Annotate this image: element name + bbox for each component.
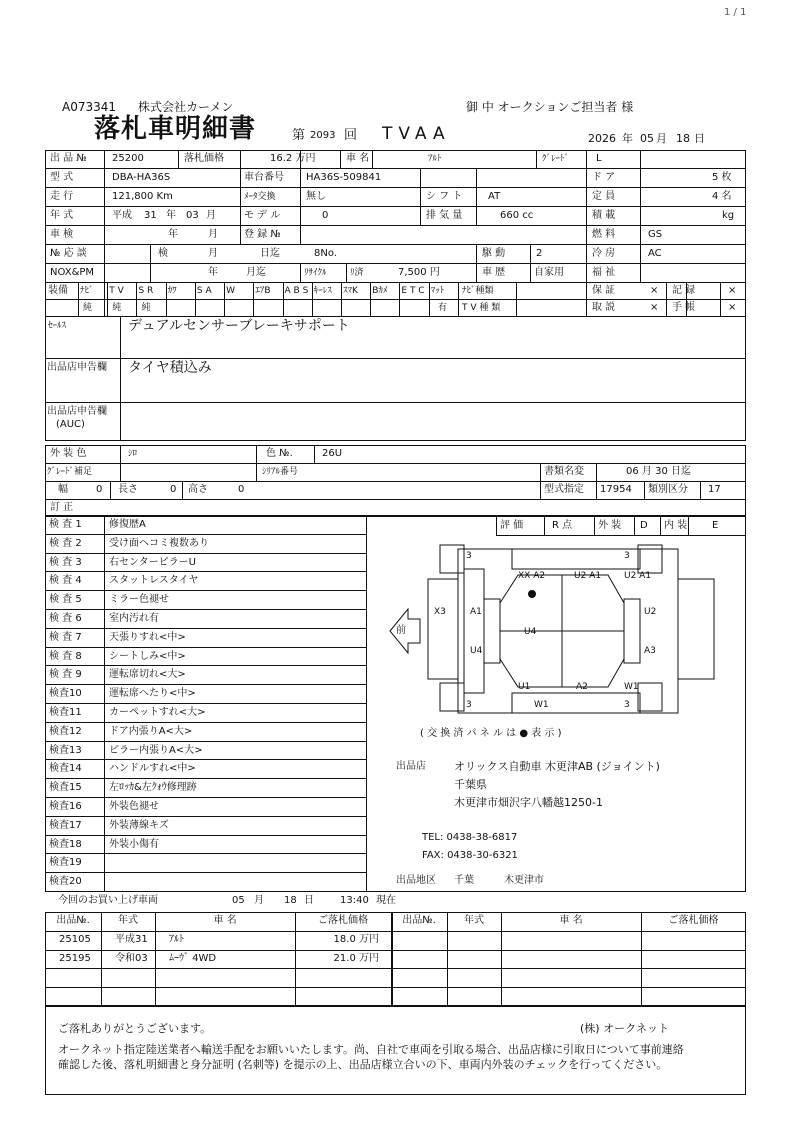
equipment-grid: [78, 282, 458, 317]
equipment-cell: [253, 282, 282, 317]
inspection-label: 検 査 9: [49, 669, 82, 681]
mark-10: U4: [470, 646, 483, 656]
lbl-number-consult: № 応 談: [50, 248, 87, 259]
inspection-text: 修復歴A: [109, 519, 146, 530]
footer-note-2: 確認した後、落札明細書と身分証明 (名刺等) を提示の上、出品店様立合いの下、車両内外装のチェックを行ってください。: [58, 1058, 668, 1071]
page-number: 1 / 1: [724, 7, 747, 18]
manual: ×: [650, 302, 659, 313]
inspection-text: シートしみ<中>: [109, 650, 186, 662]
lbl-inspection: 車 検: [50, 229, 74, 240]
equipment-label: ｴｱB: [255, 286, 271, 296]
lbl-type-spec: 型式指定: [544, 484, 584, 495]
lbl-exterior: 外 装: [598, 520, 622, 531]
history: 自家用: [534, 267, 564, 278]
front-bumper: [428, 579, 458, 679]
rear-bumper: [678, 579, 714, 679]
seller-tel: TEL: 0438-38-6817: [422, 832, 518, 843]
lbl-modelno: モ デ ル: [244, 210, 281, 221]
lbl-manual: 取 説: [592, 302, 616, 313]
mark-8: U2: [644, 607, 657, 617]
purchases-time-suffix: 現在: [376, 895, 396, 906]
lbl-aircon: 冷 房: [592, 248, 616, 259]
recycle-status: ﾘ済: [350, 268, 364, 278]
mark-4: U2 A1: [574, 571, 602, 581]
lbl-nox: NOX&PM: [50, 267, 95, 278]
date-day: 18: [676, 132, 690, 145]
session-suffix: 回: [344, 128, 358, 143]
equipment-label: S A: [196, 286, 212, 296]
lot-number: 25200: [112, 153, 144, 164]
inspection-label: 検査12: [49, 725, 82, 737]
equipment-type: 純: [141, 303, 151, 313]
exterior-grade: D: [640, 520, 648, 531]
load-unit: kg: [722, 210, 735, 221]
declaration-box: [45, 316, 746, 441]
warranty: ×: [650, 285, 659, 296]
equipment-cell: [341, 282, 370, 317]
interior-grade: E: [712, 520, 719, 531]
shift: AT: [488, 191, 501, 202]
doc-change: 06 月 30 日迄: [626, 466, 691, 477]
purchases-cell: ｱﾙﾄ: [169, 933, 184, 945]
lbl-capacity: 定 員: [592, 191, 616, 202]
purchases-column-header: 出品№.: [402, 915, 436, 926]
lbl-history: 車 歴: [482, 267, 506, 278]
height-value: 0: [238, 484, 245, 495]
inspection-text: ドア内張りA<大>: [109, 725, 193, 737]
mark-7: A1: [470, 607, 482, 617]
inspection-row: [45, 723, 366, 742]
seller-prefecture: 千葉県: [454, 778, 487, 791]
windshield: [484, 599, 500, 663]
lbl-navi-type: ﾅﾋﾞ種類: [462, 286, 494, 296]
mark-14: W1: [624, 682, 639, 692]
length-value: 0: [170, 484, 177, 495]
notebook: ×: [728, 302, 737, 313]
company-name: 株式会社カーメン: [138, 100, 234, 114]
inspection-label: 検 査 7: [49, 631, 82, 643]
venue-name: TVAA: [382, 124, 451, 144]
equipment-label: W: [226, 286, 235, 296]
mark-13: A2: [576, 682, 588, 692]
lbl-drive: 駆 動: [482, 248, 506, 259]
inspection-row: [45, 535, 366, 554]
equipment-label: ﾅﾋﾞ: [80, 286, 94, 296]
inspection-label: 検査20: [49, 876, 82, 888]
equipment-cell: [166, 282, 195, 317]
inspection-year: 年: [168, 229, 178, 240]
purchases-time: 13:40: [340, 895, 369, 906]
sales-point: デュアルセンサーブレーキサポート: [128, 318, 350, 334]
ns-day: 日迄: [260, 248, 280, 259]
lbl-declaration-auc: 出品店申告欄: [47, 406, 107, 417]
purchases-cell: 平成31: [115, 933, 148, 945]
hood: [464, 569, 484, 693]
mark-1: 3: [466, 551, 472, 561]
lbl-recycle: ﾘｻｲｸﾙ: [304, 268, 327, 278]
mark-15: 3: [466, 700, 472, 710]
footer-company: (株) オークネット: [580, 1022, 669, 1035]
equipment-cell: [370, 282, 399, 317]
inspection-text: ミラー色褪せ: [109, 594, 169, 606]
front-label: 前: [396, 625, 406, 636]
lbl-area: 出品地区: [396, 875, 436, 886]
inspection-row: [45, 591, 366, 610]
equipment-label: ｷｰﾚｽ: [313, 286, 332, 296]
lbl-warranty: 保 証: [592, 285, 616, 296]
right-side-panels: [512, 693, 640, 713]
score: R 点: [552, 520, 573, 531]
lbl-equipment: 装備: [48, 285, 68, 296]
type-spec: 17954: [600, 484, 632, 495]
model-number: 0: [322, 210, 329, 221]
inspection-label: 検 査 2: [49, 537, 82, 549]
purchases-column-header: 年式: [464, 915, 484, 926]
footer-thanks: ご落札ありがとうございます。: [58, 1022, 212, 1035]
area-prefecture: 千葉: [454, 875, 474, 886]
doc-code: A073341: [62, 100, 117, 114]
lbl-load: 積 載: [592, 210, 616, 221]
inspection-row: [45, 516, 366, 535]
purchases-column-header: 車 名: [559, 915, 583, 926]
car-damage-diagram: [388, 543, 728, 723]
mark-2: 3: [624, 551, 630, 561]
mark-17: 3: [624, 700, 630, 710]
purchases-day-unit: 日: [304, 895, 314, 906]
purchases-cell: 25195: [59, 952, 91, 964]
year-era: 平成: [112, 210, 132, 221]
drive: 2: [536, 248, 543, 259]
inspection-row: [45, 648, 366, 667]
grade: L: [596, 153, 602, 164]
purchases-cell: 18.0 万円: [333, 933, 379, 945]
mark-9: U4: [524, 627, 537, 637]
lbl-model: 型 式: [50, 172, 74, 183]
lbl-width: 幅: [58, 484, 68, 495]
inspection-row: [45, 817, 366, 836]
inspection-row: [45, 572, 366, 591]
equipment-label: E T C: [401, 286, 425, 296]
purchases-month: 05: [232, 895, 245, 906]
inspection-text: カーペットすれ<大>: [109, 706, 206, 718]
inspection-text: 外装薄線キズ: [109, 819, 169, 831]
displacement: 660 cc: [500, 210, 534, 221]
ns-8no: 8No.: [314, 248, 337, 259]
inspection-text: 受け面ヘコミ複数あり: [109, 537, 209, 549]
inspection-label: 検査11: [49, 706, 82, 718]
year-number: 31: [144, 210, 157, 221]
rear-window: [624, 599, 640, 663]
inspection-text: 右センターピラーU: [109, 556, 196, 568]
lbl-tv-type: T V 種 類: [462, 303, 501, 313]
date-month: 05: [640, 132, 654, 145]
inspection-row: [45, 685, 366, 704]
ns-ken: 検: [158, 248, 168, 259]
purchases-cell: 25105: [59, 933, 91, 945]
equipment-type: 純: [112, 303, 122, 313]
lbl-correction: 訂 正: [50, 502, 74, 513]
equipment-cell: [224, 282, 253, 317]
inspection-text: スタットレスタイヤ: [109, 575, 199, 587]
inspection-label: 検査13: [49, 744, 82, 756]
purchases-column-header: 出品№.: [56, 915, 90, 926]
footer-note-1: オークネット指定陸送業者へ輸送手配をお願いいたします。尚、自社で車両を引取る場合、出品店様に引取日について事前連絡: [58, 1043, 684, 1056]
inspection-month: 月: [208, 229, 218, 240]
lbl-year: 年 式: [50, 210, 74, 221]
wheel-front-right: [440, 683, 464, 711]
lbl-declaration: 出品店申告欄: [47, 362, 107, 373]
purchases-grid: [45, 912, 746, 1006]
equipment-cell: [195, 282, 224, 317]
inspection-text: 左ﾛｯｶ&左ｸｫｳ修理跡: [109, 782, 197, 794]
lbl-shift: シ フ ト: [426, 191, 463, 202]
inspection-text: 外装色褪せ: [109, 800, 159, 812]
inspection-text: ハンドルすれ<中>: [109, 763, 196, 775]
wheel-rear-right: [638, 683, 662, 711]
replaced-panel-dot: [528, 590, 536, 598]
inspection-label: 検 査 1: [49, 519, 82, 530]
lbl-auc: (AUC): [56, 419, 85, 430]
capacity: 4 名: [712, 191, 732, 202]
inspection-text: 天張りすれ<中>: [109, 631, 186, 643]
purchases-cell: 令和03: [115, 952, 148, 964]
session-prefix: 第: [292, 128, 306, 143]
year-nen: 年: [166, 210, 176, 221]
year-tsuki: 月: [206, 210, 216, 221]
inspection-text: ピラー内張りA<大>: [109, 744, 203, 756]
purchases-heading: 今回のお買い上げ車両: [58, 895, 158, 906]
meter-exchange: 無し: [306, 191, 326, 202]
lbl-registration: 登 録 №: [244, 229, 281, 240]
lbl-mileage: 走 行: [50, 191, 74, 202]
inspection-row: [45, 704, 366, 723]
date-year: 2026: [588, 132, 616, 145]
page-title: 落札車明細書: [94, 114, 257, 144]
recipient: 御 中 オークションご担当者 様: [466, 100, 634, 114]
record: ×: [728, 285, 737, 296]
equipment-label: T V: [109, 286, 124, 296]
door-count: 5 枚: [712, 172, 732, 183]
model-code: DBA-HA36S: [112, 172, 171, 183]
equipment-cell: [283, 282, 312, 317]
color-no: 26U: [322, 448, 343, 459]
purchases-column-header: ご落札価格: [318, 915, 368, 926]
purchases-cell: 21.0 万円: [333, 952, 379, 964]
purchases-column-header: ご落札価格: [668, 915, 719, 926]
inspection-label: 検 査 6: [49, 612, 82, 624]
inspection-label: 検査18: [49, 838, 82, 850]
date-month-unit: 月: [656, 132, 667, 145]
lbl-welfare: 福 祉: [592, 267, 616, 278]
lbl-record: 記 録: [672, 285, 696, 296]
seller-store: オリックス自動車 木更津AB (ジョイント): [454, 760, 660, 773]
seller-address: 木更津市畑沢字八幡越1250-1: [454, 796, 603, 809]
inspection-label: 検査15: [49, 782, 82, 794]
inspection-label: 検査19: [49, 857, 82, 869]
lbl-interior: 内 装: [664, 520, 688, 531]
chassis-number: HA36S-509841: [306, 172, 382, 183]
equipment-cell: [312, 282, 341, 317]
class-value: 17: [708, 484, 721, 495]
session-number: 2093: [310, 130, 336, 141]
inspection-text: 室内汚れ有: [109, 612, 159, 624]
lbl-doc-change: 書類名変: [544, 466, 584, 477]
date-year-unit: 年: [622, 132, 633, 145]
nox-year: 年: [208, 267, 218, 278]
diagram-caption: ( 交 換 済 パ ネ ル は ● 表 示 ): [420, 728, 562, 739]
equipment-label: A B S: [284, 286, 309, 296]
nox-month: 月迄: [246, 267, 266, 278]
inspection-row: [45, 854, 366, 873]
equipment-label: ｽﾏK: [342, 286, 358, 296]
lbl-length: 長さ: [118, 484, 138, 495]
lbl-meter: ﾒｰﾀ交換: [244, 192, 276, 202]
lbl-lot: 出 品 №: [50, 153, 87, 164]
lbl-notebook: 手 帳: [672, 302, 696, 313]
lbl-height: 高さ: [188, 484, 208, 495]
inspection-text: 運転席へたり<中>: [109, 688, 196, 700]
equipment-label: ﾏｯﾄ: [430, 286, 445, 296]
inspection-row: [45, 760, 366, 779]
purchases-column-header: 年式: [118, 915, 138, 926]
equipment-cell: [136, 282, 165, 317]
lbl-car-name: 車 名: [346, 153, 370, 164]
inspection-row: [45, 610, 366, 629]
lbl-serial: ｼﾘｱﾙ番号: [262, 467, 299, 477]
lbl-fuel: 燃 料: [592, 229, 616, 240]
inspection-row: [45, 629, 366, 648]
inspection-row: [45, 742, 366, 761]
lbl-chassis: 車台番号: [244, 172, 284, 183]
inspection-label: 検 査 8: [49, 650, 82, 662]
recycle-price: 7,500 円: [398, 267, 440, 278]
inspection-label: 検査16: [49, 800, 82, 812]
inspection-label: 検査14: [49, 763, 82, 775]
equipment-label: Bｶﾒ: [372, 286, 388, 296]
mark-12: U1: [518, 682, 531, 692]
purchases-column-header: 車 名: [213, 915, 237, 926]
lbl-ext-color: 外 装 色: [50, 448, 87, 459]
equipment-type: 純: [83, 303, 93, 313]
inspection-label: 検 査 5: [49, 594, 82, 606]
mark-11: A3: [644, 646, 656, 656]
inspection-text: 外装小傷有: [109, 838, 159, 850]
equipment-cell: [78, 282, 107, 317]
tv-prefix: 有: [438, 303, 448, 313]
inspection-row: [45, 666, 366, 685]
year-month: 03: [186, 210, 199, 221]
date-day-unit: 日: [694, 132, 705, 145]
lbl-class: 類別区分: [648, 484, 688, 495]
inspection-row: [45, 836, 366, 855]
ns-month: 月: [208, 248, 218, 259]
inspection-label: 検査17: [49, 819, 82, 831]
lbl-color-no: 色 №.: [266, 448, 293, 459]
lbl-grade: ｸﾞﾚｰﾄﾞ: [542, 154, 570, 164]
purchases-day: 18: [284, 895, 297, 906]
mark-16: W1: [534, 700, 549, 710]
declaration-text: タイヤ積込み: [128, 360, 212, 376]
mark-6: X3: [434, 607, 446, 617]
car-name: ｱﾙﾄ: [428, 154, 442, 164]
mark-3: XX A2: [518, 571, 546, 581]
equipment-cell: [107, 282, 136, 317]
equipment-label: S R: [138, 286, 154, 296]
mileage: 121,800 Km: [112, 191, 173, 202]
lbl-displacement: 排 気 量: [426, 210, 463, 221]
width-value: 0: [96, 484, 103, 495]
inspection-label: 検 査 4: [49, 575, 82, 587]
inspection-row: [45, 554, 366, 573]
mark-5: U2 A1: [624, 571, 652, 581]
lbl-seller-store: 出品店: [396, 761, 426, 772]
area-city: 木更津市: [504, 875, 544, 886]
lbl-door: ド ア: [592, 172, 616, 183]
lbl-sales: ｾｰﾙｽ: [48, 321, 67, 331]
lbl-grade-supplement: ｸﾞﾚｰﾄﾞ補足: [47, 467, 93, 477]
equipment-label: ｶﾜ: [167, 286, 177, 296]
equipment-cell: [399, 282, 428, 317]
ext-color: ｼﾛ: [128, 449, 138, 459]
purchases-month-unit: 月: [254, 895, 264, 906]
aircon: AC: [648, 248, 662, 259]
seller-fax: FAX: 0438-30-6321: [422, 850, 518, 861]
inspection-text: 運転席切れ<大>: [109, 669, 186, 681]
inspection-row: [45, 779, 366, 798]
inspection-list: [45, 516, 366, 892]
winning-price: 16.2 万円: [270, 153, 316, 164]
inspection-label: 検査10: [49, 688, 82, 700]
inspection-row: [45, 873, 366, 892]
fuel: GS: [648, 229, 663, 240]
inspection-row: [45, 798, 366, 817]
left-side-panels: [512, 549, 640, 569]
lbl-score: 評 価: [500, 520, 524, 531]
inspection-label: 検 査 3: [49, 556, 82, 568]
purchases-cell: ﾑｰｳﾞ 4WD: [169, 952, 217, 964]
lbl-price: 落札価格: [184, 153, 224, 164]
